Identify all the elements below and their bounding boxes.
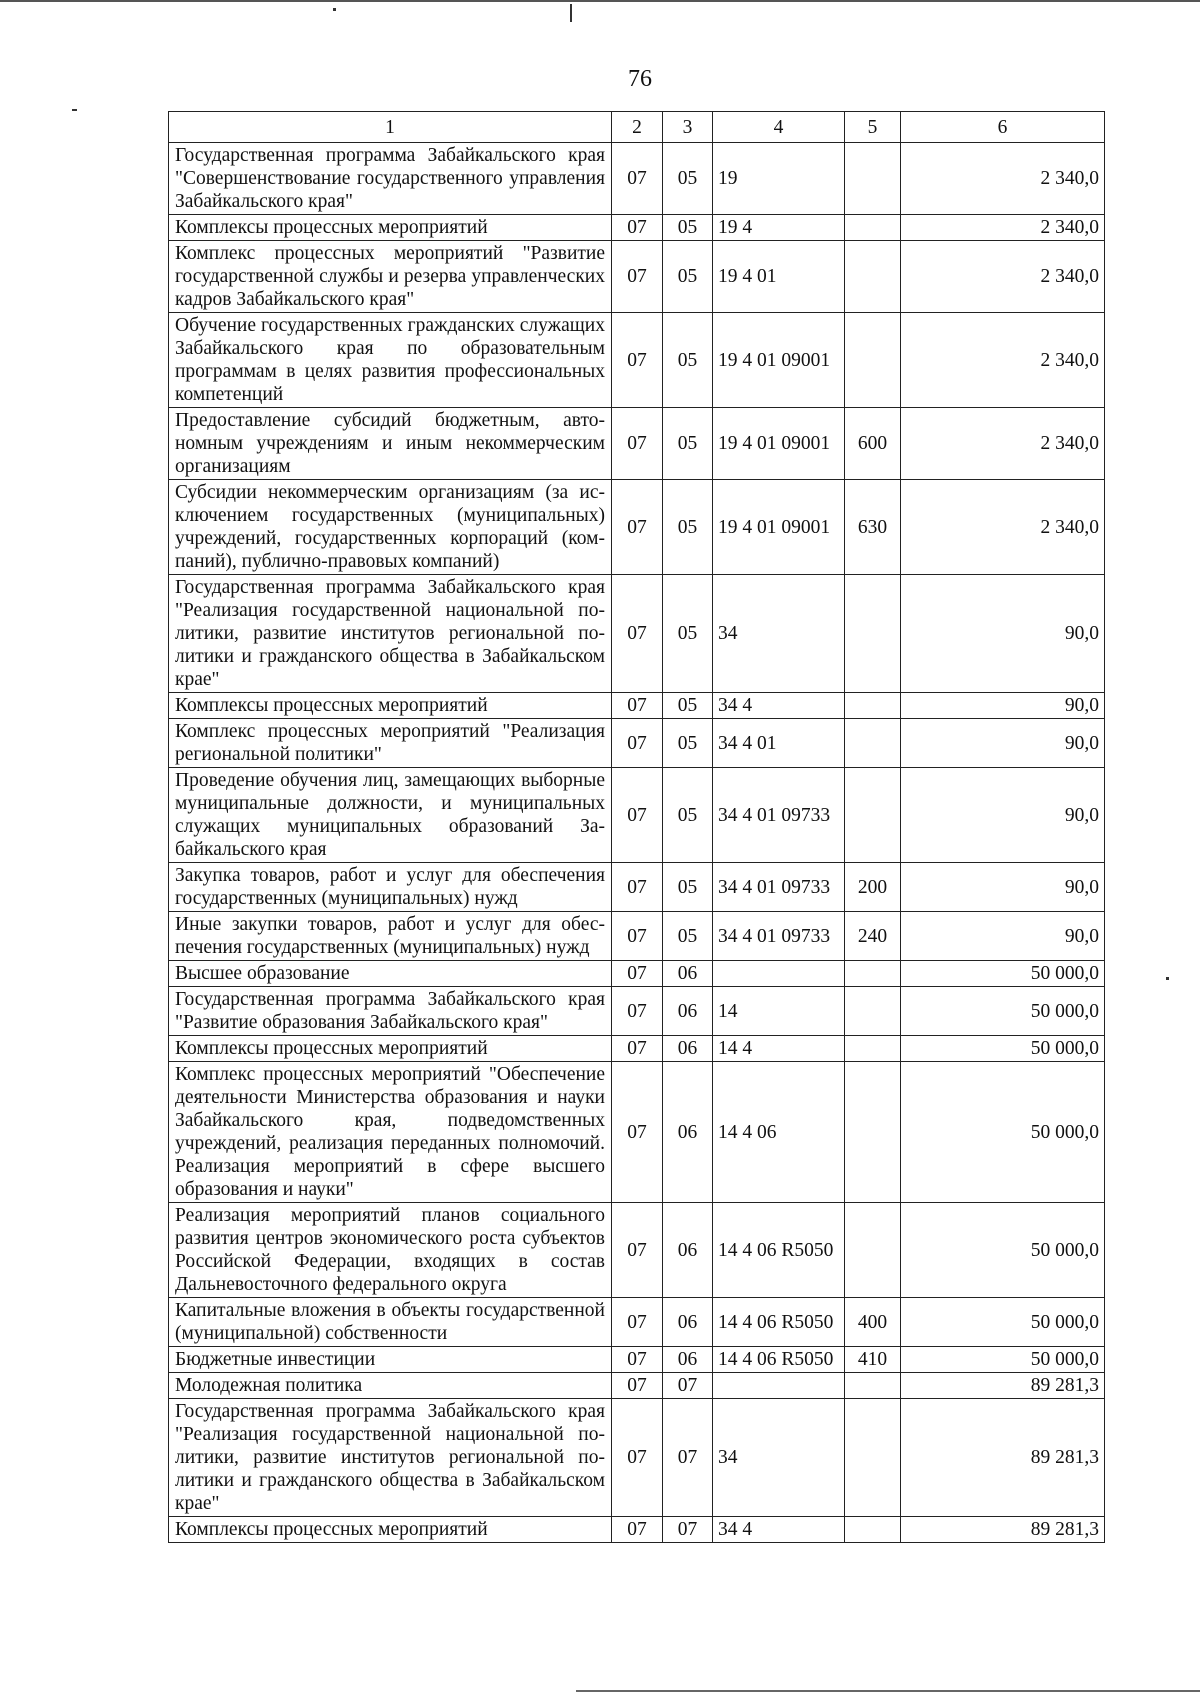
row-expense-type-cell	[845, 143, 901, 215]
row-section-cell: 07	[612, 408, 663, 480]
row-name-cell: Комплекс процессных мероприятий "Реализация региональной политики"	[169, 719, 612, 768]
column-header: 5	[845, 112, 901, 143]
table-row	[169, 863, 1105, 912]
row-name-cell: Молодежная политика	[169, 1373, 612, 1399]
table-row	[169, 575, 1105, 693]
row-target-code-cell: 34	[713, 575, 845, 693]
scan-artifact-tick	[570, 4, 572, 22]
row-target-code-cell: 19 4 01	[713, 241, 845, 313]
row-amount-cell: 2 340,0	[901, 215, 1105, 241]
row-section-cell: 07	[612, 215, 663, 241]
scan-artifact-line	[0, 0, 1200, 2]
row-name-cell: Комплексы процессных мероприятий	[169, 1036, 612, 1062]
row-amount-cell: 90,0	[901, 912, 1105, 961]
row-name-cell: Реализация мероприятий планов социального развития центров экономического роста субъектов Российской Федерации, входящих в состав Дальневосточного федерального округа	[169, 1203, 612, 1298]
row-name-cell: Закупка товаров, работ и услуг для обеспечения государственных (муниципальных) нужд	[169, 863, 612, 912]
row-target-code-cell: 14 4 06	[713, 1062, 845, 1203]
row-section-cell: 07	[612, 1399, 663, 1517]
row-target-code-cell: 19 4 01 09001	[713, 313, 845, 408]
table-row	[169, 480, 1105, 575]
table-row	[169, 1298, 1105, 1347]
row-amount-cell: 2 340,0	[901, 408, 1105, 480]
table-row	[169, 1203, 1105, 1298]
row-expense-type-cell	[845, 1203, 901, 1298]
budget-table	[168, 111, 1105, 1543]
row-name-cell: Государственная программа Забайкальского края "Развитие образования Забайкальского края"	[169, 987, 612, 1036]
row-section-cell: 07	[612, 1298, 663, 1347]
row-target-code-cell: 34	[713, 1399, 845, 1517]
column-header: 1	[169, 112, 612, 143]
scan-artifact-dot	[333, 8, 336, 11]
table-row	[169, 693, 1105, 719]
row-amount-cell: 90,0	[901, 863, 1105, 912]
row-section-cell: 07	[612, 1373, 663, 1399]
table-row	[169, 215, 1105, 241]
row-amount-cell: 50 000,0	[901, 961, 1105, 987]
row-target-code-cell: 19 4	[713, 215, 845, 241]
row-amount-cell: 50 000,0	[901, 1062, 1105, 1203]
row-section-cell: 07	[612, 1203, 663, 1298]
row-subsection-cell: 05	[663, 768, 713, 863]
row-name-cell: Комплексы процессных мероприятий	[169, 1517, 612, 1543]
row-subsection-cell: 06	[663, 1347, 713, 1373]
row-target-code-cell: 34 4	[713, 693, 845, 719]
table-header-row	[169, 112, 1105, 143]
row-section-cell: 07	[612, 575, 663, 693]
row-name-cell: Капитальные вложения в объекты государственной (муниципальной) собственности	[169, 1298, 612, 1347]
row-expense-type-cell	[845, 241, 901, 313]
row-amount-cell: 50 000,0	[901, 987, 1105, 1036]
row-expense-type-cell	[845, 1062, 901, 1203]
row-target-code-cell: 14 4 06 R5050	[713, 1298, 845, 1347]
row-section-cell: 07	[612, 143, 663, 215]
row-subsection-cell: 06	[663, 1062, 713, 1203]
row-target-code-cell	[713, 1373, 845, 1399]
row-expense-type-cell: 240	[845, 912, 901, 961]
row-target-code-cell	[713, 961, 845, 987]
row-target-code-cell: 34 4	[713, 1517, 845, 1543]
row-subsection-cell: 05	[663, 719, 713, 768]
row-name-cell: Комплекс процессных мероприятий "Обеспечение деятельности Министерства образования и науки Забайкальского края, подведомственных учреждений, реализация переданных полномочий. Реализация мероприятий в сфере высшего образования и науки"	[169, 1062, 612, 1203]
row-name-cell: Обучение государственных гражданских служащих Забайкальского края по образовательным программам в целях развития профессиональных компетенций	[169, 313, 612, 408]
row-amount-cell: 50 000,0	[901, 1203, 1105, 1298]
row-name-cell: Государственная программа Забайкальского края "Реализация государственной национальной политики, развитие институтов региональной политики и гражданского общества в Забайкальском крае"	[169, 575, 612, 693]
table-row	[169, 1036, 1105, 1062]
row-section-cell: 07	[612, 768, 663, 863]
row-expense-type-cell: 410	[845, 1347, 901, 1373]
row-name-cell: Высшее образование	[169, 961, 612, 987]
table-row	[169, 987, 1105, 1036]
table-row	[169, 1062, 1105, 1203]
column-header: 6	[901, 112, 1105, 143]
row-subsection-cell: 06	[663, 987, 713, 1036]
row-section-cell: 07	[612, 313, 663, 408]
row-amount-cell: 90,0	[901, 693, 1105, 719]
row-section-cell: 07	[612, 1062, 663, 1203]
table-row	[169, 1347, 1105, 1373]
table-row	[169, 143, 1105, 215]
row-amount-cell: 2 340,0	[901, 143, 1105, 215]
row-expense-type-cell: 600	[845, 408, 901, 480]
scan-artifact-dash	[72, 109, 77, 111]
row-subsection-cell: 05	[663, 408, 713, 480]
row-expense-type-cell	[845, 1399, 901, 1517]
table-row	[169, 719, 1105, 768]
row-expense-type-cell	[845, 1373, 901, 1399]
row-section-cell: 07	[612, 480, 663, 575]
row-subsection-cell: 05	[663, 575, 713, 693]
column-header: 4	[713, 112, 845, 143]
table-row	[169, 961, 1105, 987]
row-subsection-cell: 07	[663, 1373, 713, 1399]
row-target-code-cell: 14 4 06 R5050	[713, 1203, 845, 1298]
row-subsection-cell: 06	[663, 1298, 713, 1347]
row-name-cell: Комплекс процессных мероприятий "Развитие государственной службы и резерва управленческих кадров Забайкальского края"	[169, 241, 612, 313]
table-row	[169, 241, 1105, 313]
row-amount-cell: 50 000,0	[901, 1036, 1105, 1062]
row-section-cell: 07	[612, 1517, 663, 1543]
row-name-cell: Комплексы процессных мероприятий	[169, 215, 612, 241]
row-target-code-cell: 34 4 01 09733	[713, 768, 845, 863]
row-subsection-cell: 07	[663, 1517, 713, 1543]
row-section-cell: 07	[612, 1347, 663, 1373]
row-section-cell: 07	[612, 987, 663, 1036]
table-row	[169, 408, 1105, 480]
row-expense-type-cell	[845, 987, 901, 1036]
row-target-code-cell: 19 4 01 09001	[713, 408, 845, 480]
row-target-code-cell: 34 4 01	[713, 719, 845, 768]
row-subsection-cell: 07	[663, 1399, 713, 1517]
row-subsection-cell: 06	[663, 961, 713, 987]
table-row	[169, 912, 1105, 961]
row-expense-type-cell	[845, 961, 901, 987]
row-subsection-cell: 05	[663, 693, 713, 719]
row-expense-type-cell	[845, 719, 901, 768]
row-target-code-cell: 19 4 01 09001	[713, 480, 845, 575]
table-row	[169, 1517, 1105, 1543]
row-name-cell: Иные закупки товаров, работ и услуг для обеспечения государственных (муниципальных) нужд	[169, 912, 612, 961]
row-amount-cell: 90,0	[901, 719, 1105, 768]
row-target-code-cell: 34 4 01 09733	[713, 863, 845, 912]
row-section-cell: 07	[612, 961, 663, 987]
column-header: 2	[612, 112, 663, 143]
row-subsection-cell: 05	[663, 215, 713, 241]
row-subsection-cell: 05	[663, 912, 713, 961]
row-section-cell: 07	[612, 693, 663, 719]
row-target-code-cell: 14	[713, 987, 845, 1036]
row-subsection-cell: 05	[663, 241, 713, 313]
row-target-code-cell: 19	[713, 143, 845, 215]
row-expense-type-cell: 630	[845, 480, 901, 575]
row-name-cell: Бюджетные инвестиции	[169, 1347, 612, 1373]
table-row	[169, 768, 1105, 863]
table-row	[169, 313, 1105, 408]
row-name-cell: Комплексы процессных мероприятий	[169, 693, 612, 719]
row-section-cell: 07	[612, 912, 663, 961]
row-expense-type-cell	[845, 768, 901, 863]
row-expense-type-cell	[845, 313, 901, 408]
row-target-code-cell: 14 4 06 R5050	[713, 1347, 845, 1373]
row-expense-type-cell	[845, 1036, 901, 1062]
row-subsection-cell: 06	[663, 1036, 713, 1062]
row-subsection-cell: 05	[663, 143, 713, 215]
row-amount-cell: 2 340,0	[901, 480, 1105, 575]
row-subsection-cell: 05	[663, 480, 713, 575]
row-amount-cell: 90,0	[901, 768, 1105, 863]
row-expense-type-cell: 400	[845, 1298, 901, 1347]
scan-artifact-bottom-line	[576, 1690, 1200, 1692]
row-amount-cell: 50 000,0	[901, 1298, 1105, 1347]
row-subsection-cell: 05	[663, 313, 713, 408]
row-target-code-cell: 14 4	[713, 1036, 845, 1062]
row-amount-cell: 2 340,0	[901, 313, 1105, 408]
row-amount-cell: 89 281,3	[901, 1517, 1105, 1543]
row-section-cell: 07	[612, 1036, 663, 1062]
row-subsection-cell: 05	[663, 863, 713, 912]
row-expense-type-cell	[845, 215, 901, 241]
scan-artifact-dot	[1166, 977, 1169, 980]
row-amount-cell: 2 340,0	[901, 241, 1105, 313]
table-row	[169, 1399, 1105, 1517]
row-section-cell: 07	[612, 863, 663, 912]
row-name-cell: Проведение обучения лиц, замещающих выборные муниципальные должности, и муниципальных служащих муниципальных образований Забайкальского края	[169, 768, 612, 863]
row-subsection-cell: 06	[663, 1203, 713, 1298]
row-target-code-cell: 34 4 01 09733	[713, 912, 845, 961]
row-expense-type-cell	[845, 1517, 901, 1543]
row-expense-type-cell	[845, 693, 901, 719]
table-row	[169, 1373, 1105, 1399]
row-section-cell: 07	[612, 241, 663, 313]
row-amount-cell: 50 000,0	[901, 1347, 1105, 1373]
row-amount-cell: 89 281,3	[901, 1373, 1105, 1399]
row-name-cell: Государственная программа Забайкальского края "Совершенствование государственного управления Забайкальского края"	[169, 143, 612, 215]
row-amount-cell: 89 281,3	[901, 1399, 1105, 1517]
row-amount-cell: 90,0	[901, 575, 1105, 693]
row-name-cell: Субсидии некоммерческим организациям (за исключением государственных (муниципальных) учреждений, государственных корпораций (компаний), публично-правовых компаний)	[169, 480, 612, 575]
row-name-cell: Предоставление субсидий бюджетным, автономным учреждениям и иным некоммерческим организациям	[169, 408, 612, 480]
row-name-cell: Государственная программа Забайкальского края "Реализация государственной национальной политики, развитие институтов региональной политики и гражданского общества в Забайкальском крае"	[169, 1399, 612, 1517]
column-header: 3	[663, 112, 713, 143]
page-number: 76	[628, 66, 652, 92]
row-section-cell: 07	[612, 719, 663, 768]
row-expense-type-cell: 200	[845, 863, 901, 912]
row-expense-type-cell	[845, 575, 901, 693]
